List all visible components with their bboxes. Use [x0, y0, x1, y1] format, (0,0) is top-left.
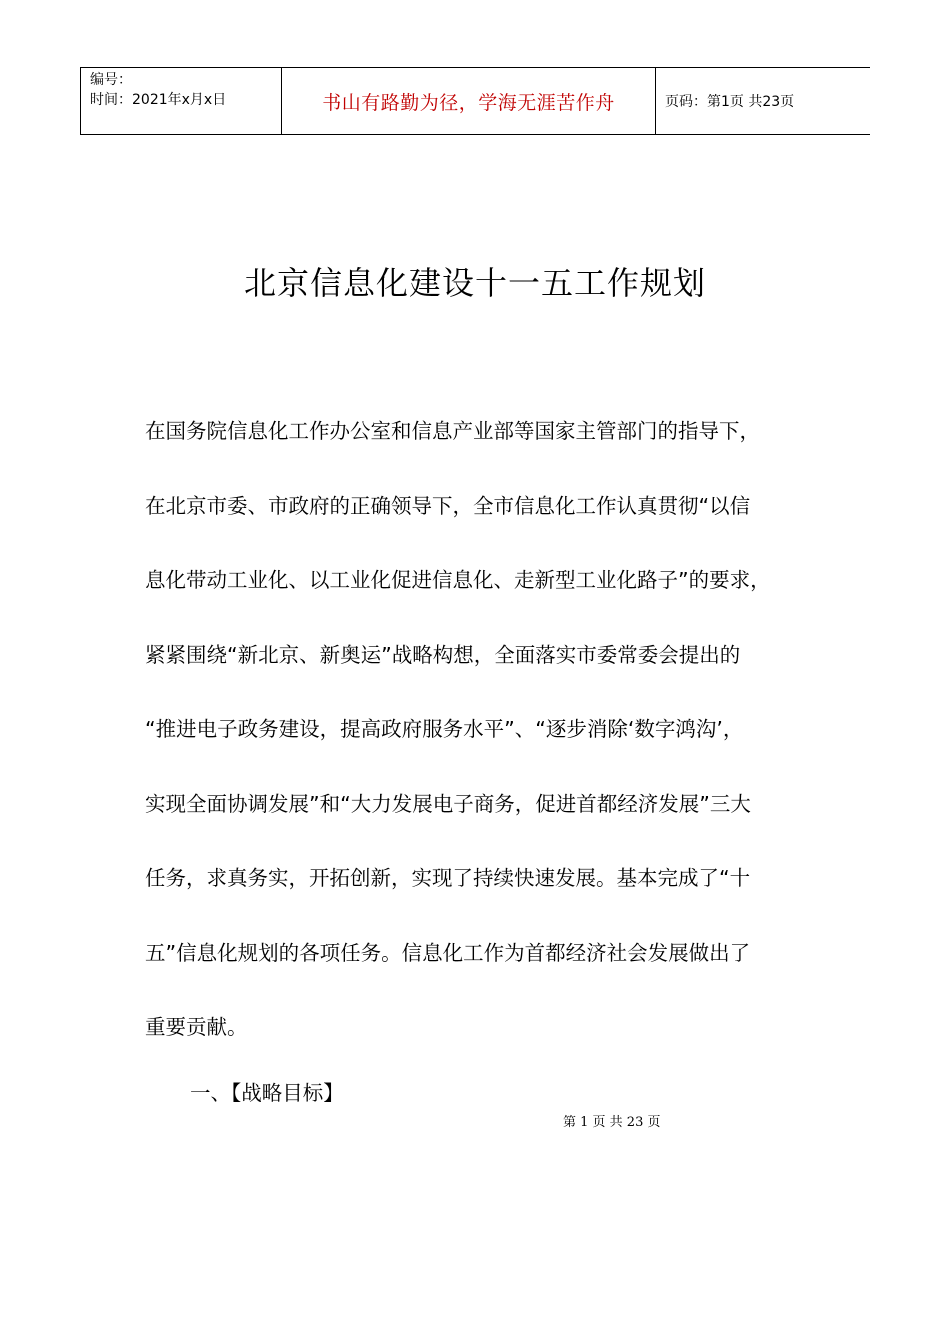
paragraph-line: 紧紧围绕“新北京、新奥运”战略构想，全面落实市委常委会提出的 — [145, 642, 741, 667]
paragraph-line: 在北京市委、市政府的正确领导下，全市信息化工作认真贯彻“以信 — [145, 493, 751, 518]
paragraph-line: 息化带动工业化、以工业化促进信息化、走新型工业化路子”的要求， — [145, 568, 771, 592]
document-title: 北京信息化建设十一五工作规划 — [243, 264, 706, 302]
header-motto: 书山有路勤为径，学海无涯苦作舟 — [322, 91, 615, 114]
document-number-label: 编号： — [90, 72, 132, 88]
header-page-info: 页码：第1页 共23页 — [665, 94, 795, 110]
header-table — [80, 67, 870, 135]
footer-page-number: 第 1 页 共 23 页 — [563, 1115, 661, 1130]
paragraph-line: 在国务院信息化工作办公室和信息产业部等国家主管部门的指导下， — [145, 419, 760, 443]
header-meta-cell — [81, 68, 282, 134]
paragraph-line: 实现全面协调发展”和“大力发展电子商务，促进首都经济发展”三大 — [145, 791, 751, 816]
header-motto-cell — [282, 68, 656, 134]
paragraph-line: 重要贡献。 — [145, 1015, 248, 1039]
document-time-label: 时间：2021年x月x日 — [90, 92, 227, 108]
header-page-cell — [656, 68, 870, 134]
paragraph-line: 五”信息化规划的各项任务。信息化工作为首都经济社会发展做出了 — [145, 940, 751, 965]
paragraph-line: “推进电子政务建设，提高政府服务水平”、“逐步消除‘数字鸿沟’， — [145, 717, 744, 741]
body-paragraph — [145, 408, 835, 1079]
section-heading: 一、【战略目标】 — [190, 1081, 344, 1105]
paragraph-line: 任务，求真务实，开拓创新，实现了持续快速发展。基本完成了“十 — [145, 866, 751, 890]
